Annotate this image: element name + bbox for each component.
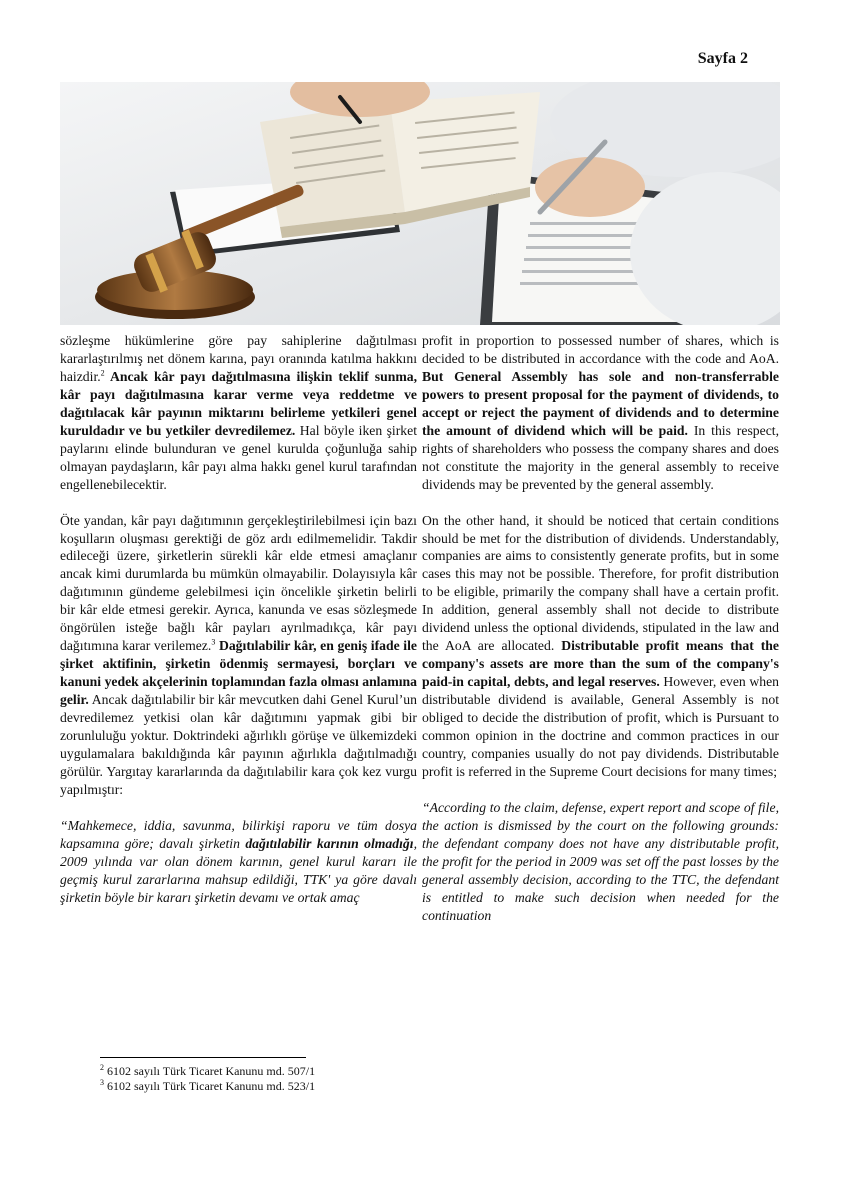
text-run: , 2009 yılında var olan dönem karının, genel kurul kararı ile geçmiş kurul zararlarına mahsup edildiği, TTK' ya göre davalı şirketin böyle bir kararı şirketin devamı ve ortak amaç — [60, 835, 417, 905]
text-run: “Mahkemece, iddia, savunma, bilirkişi raporu ve tüm dosya kapsamına göre; davalı şirketin — [60, 817, 417, 851]
text-run: Hal böyle iken şirket paylarını elinde bulunduran ve genel kurulda çoğunluğa sahip olmayan paydaşların, kâr payı alma hakkı genel kurul tarafından engellenebilecektir. — [60, 422, 417, 492]
footnote-text: 6102 sayılı Türk Ticaret Kanunu md. 507/1 — [104, 1064, 316, 1078]
text-run: “According to the claim, defense, expert report and scope of file, the action is dismissed by the court on the following grounds: the defendant company does not have any distributable profit, the profit for the period in 2009 was set off the past losses by the general assembly decision, according to the TTC, the defendant is entitled to make such decision when needed for the continuation — [422, 799, 779, 923]
left-paragraph-2 — [60, 512, 417, 799]
footnote-ref: 3 — [211, 637, 216, 647]
text-run: In this respect, rights of shareholders who possess the company shares and does not constitute the majority in the general assembly to receive dividends may be prevented by the general assembly. — [422, 422, 779, 492]
text-run: sözleşme hükümlerine göre pay sahiplerine dağıtılması kararlaştırılmış net dönem karına, payı oranında katılma hakkını haizdir. — [60, 333, 417, 384]
text-run: However, even when distributable dividend is available, General Assembly is not obliged to decide the distribution of profit, which is Pursuant to common opinion in the doctrine and common practices in our country, companies usually do not pay dividends. Distributable profit is referred in the Supreme Court decisions for many times; — [422, 674, 779, 779]
text-run: Ancak dağıtılabilir bir kâr mevcutken dahi Genel Kurul’un devredilemez yetkisi olan kâr dağıtımını yapmak gibi bir zorunluluğu yoktur. Doktrindeki ağırlıklı görüşe ve ülkemizdeki uygulamalara bakıldığında kâr payının ağırlıkla dağıtılmadığı görülür. Yargıtay kararlarında da dağıtılabilir kara çok kez vurgu yapılmıştır: — [60, 692, 417, 797]
left-column-turkish — [60, 332, 417, 925]
footnote — [100, 1064, 315, 1079]
bold-text: dağıtılabilir karının olmadığı — [245, 835, 414, 851]
page-number: Sayfa 2 — [697, 50, 748, 67]
text-run: On the other hand, it should be noticed that certain conditions should be met for the distribution of dividends. Understandably, companies are aims to consistently generate profits, but in some cases this may not be possible. Therefore, for profit distribution to be eligible, primarily the company shall have a certain profit. In addition, general assembly shall not decide to distribute dividend unless the optional dividends, stipulated in the law and the AoA are allocated. — [422, 512, 779, 654]
right-quote — [422, 799, 779, 925]
text-run: Öte yandan, kâr payı dağıtımının gerçekleştirilebilmesi için bazı koşulların oluşması gerektiği de göz ardı edilmemelidir. Takdir edileceği üzere, şirketlerin sürekli kâr elde etmesi amaçlanır ancak kimi durumlarda bu mümkün olmayabilir. Dolayısıyla kâr dağıtımının gündeme gelebilmesi için öncelikle şirketin belirli bir kâr elde etmesi gerekir. Ayrıca, kanunda ve esas sözleşmede öngörülen isteğe bağlı kâr payları ayrılmadıkça, kâr payı dağıtımına karar verilemez. — [60, 512, 417, 654]
left-paragraph-1 — [60, 332, 417, 494]
footnote-divider — [100, 1057, 306, 1058]
footnote-ref: 2 — [100, 368, 105, 378]
bold-text: Dağıtılabilir kâr, en geniş ifade ile şirket aktifinin, şirketin ödenmiş sermayesi, borçları ve kanuni yedek akçelerinin toplamından fazla olması anlamına gelir. — [60, 638, 417, 708]
footnote-text: 6102 sayılı Türk Ticaret Kanunu md. 523/1 — [104, 1079, 316, 1093]
footnote-number: 3 — [100, 1078, 104, 1087]
right-paragraph-1 — [422, 332, 779, 494]
left-quote — [60, 817, 417, 907]
bold-text: Ancak kâr payı dağıtılmasına ilişkin teklif sunma, kâr payı dağıtılmasına karar verme veya reddetme ve dağıtılacak kâr payının miktarını belirleme yetkileri genel kuruldadır ve bu yetkiler devredilemez. — [60, 368, 417, 438]
hero-image — [60, 82, 780, 325]
right-paragraph-2 — [422, 512, 779, 781]
footnotes — [100, 1064, 315, 1094]
bold-text: Distributable profit means that the company's assets are more than the sum of the company's paid-in capital, debts, and legal reserves. — [422, 638, 779, 690]
bold-text: But General Assembly has sole and non-transferrable powers to present proposal for the payment of dividends, to accept or reject the payment of dividends and to determine the amount of dividend which will be paid. — [422, 368, 779, 438]
right-column-english — [422, 332, 779, 943]
footnote — [100, 1079, 315, 1094]
text-run: profit in proportion to possessed number of shares, which is decided to be distributed in accordance with the code and AoA. — [422, 333, 779, 366]
footnote-number: 2 — [100, 1063, 104, 1072]
